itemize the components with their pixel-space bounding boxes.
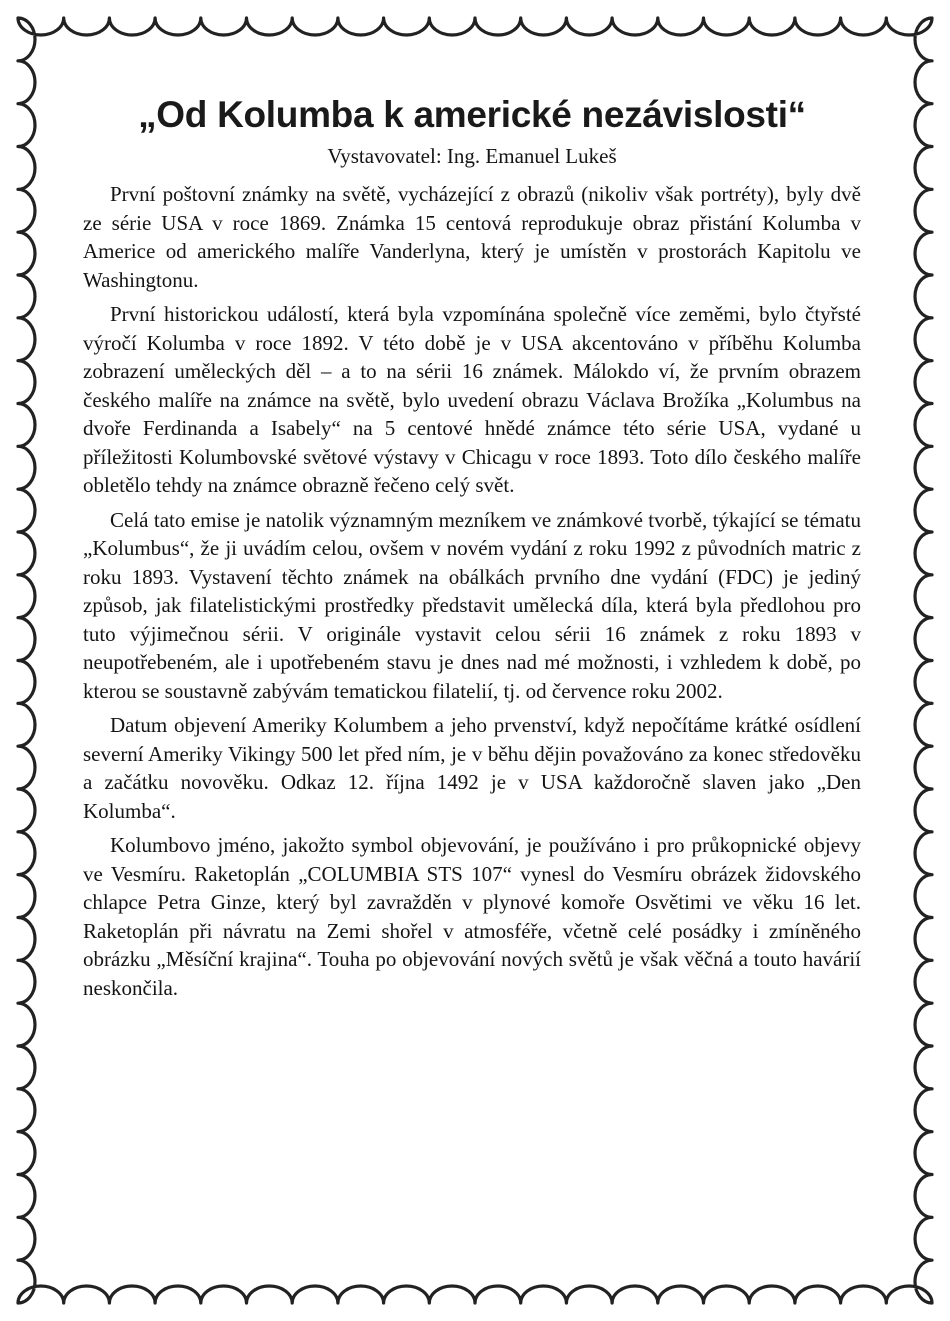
paragraph-3: Celá tato emise je natolik významným mezníkem ve známkové tvorbě, týkající se tématu „Kolumbus“, že ji uvádím celou, ovšem v novém vydání z roku 1992 z původních matric z roku 1893. Vystavení těchto známek na obálkách prvního dne vydání (FDC) je jediný způsob, jak filatelistickými prostředky představit umělecká díla, která byla předlohou pro tuto výjimečnou sérii. V originále vystavit celou sérii 16 známek z roku 1893 v neupotřebeném, ale i upotřebeném stavu je dnes nad mé možnosti, i vzhledem k době, po kterou se soustavně zabývám tematickou filatelií, tj. od července roku 2002. bbox=[83, 507, 861, 703]
page-title: „Od Kolumba k americké nezávislosti“ bbox=[138, 94, 806, 135]
exhibit-page bbox=[83, 92, 861, 1008]
paragraph-5: Kolumbovo jméno, jakožto symbol objevování, je používáno i pro průkopnické objevy ve Vesmíru. Raketoplán „COLUMBIA STS 107“ vynesl do Vesmíru obrázek židovského chlapce Petra Ginze, který byl zavražděn v plynové komoře Osvětimi ve věku 16 let. Raketoplán při návratu na Zemi shořel v atmosféře, včetně celé posádky i zmíněného obrázku „Měsíční krajina“. Touha po objevování nových světů je však věčná a touto havárií neskončila. bbox=[83, 833, 861, 1000]
paragraph-4: Datum objevení Ameriky Kolumbem a jeho prvenství, když nepočítáme krátké osídlení severní Ameriky Vikingy 500 let před ním, je v běhu dějin považováno za konec středověku a začátku novověku. Odkaz 12. října 1492 je v USA každoročně slaven jako „Den Kolumba“. bbox=[83, 713, 861, 823]
exhibitor-line: Vystavovatel: Ing. Emanuel Lukeš bbox=[327, 144, 617, 168]
paragraph-1: První poštovní známky na světě, vycházející z obrazů (nikoliv však portréty), byly dvě ze série USA v roce 1869. Známka 15 centová reprodukuje obraz přistání Kolumba v Americe od amerického malíře Vanderlyna, který je umístěn v prostorách Kapitolu ve Washingtonu. bbox=[83, 182, 861, 292]
paragraph-2: První historickou událostí, která byla vzpomínána společně více zeměmi, bylo čtyřsté výročí Kolumba v roce 1892. V této době je v USA akcentováno v příběhu Kolumba zobrazení uměleckých děl – a to na sérii 16 známek. Málokdo ví, že prvním obrazem českého malíře na známce na světě, bylo uvedení obrazu Václava Brožíka „Kolumbus na dvoře Ferdinanda a Isabely“ na 5 centové hnědé známce této série USA, vydané u příležitosti Kolumbovské světové výstavy v Chicagu v roce 1893. Toto dílo českého malíře obletělo tehdy na známce obrazně řečeno celý svět. bbox=[83, 302, 861, 497]
